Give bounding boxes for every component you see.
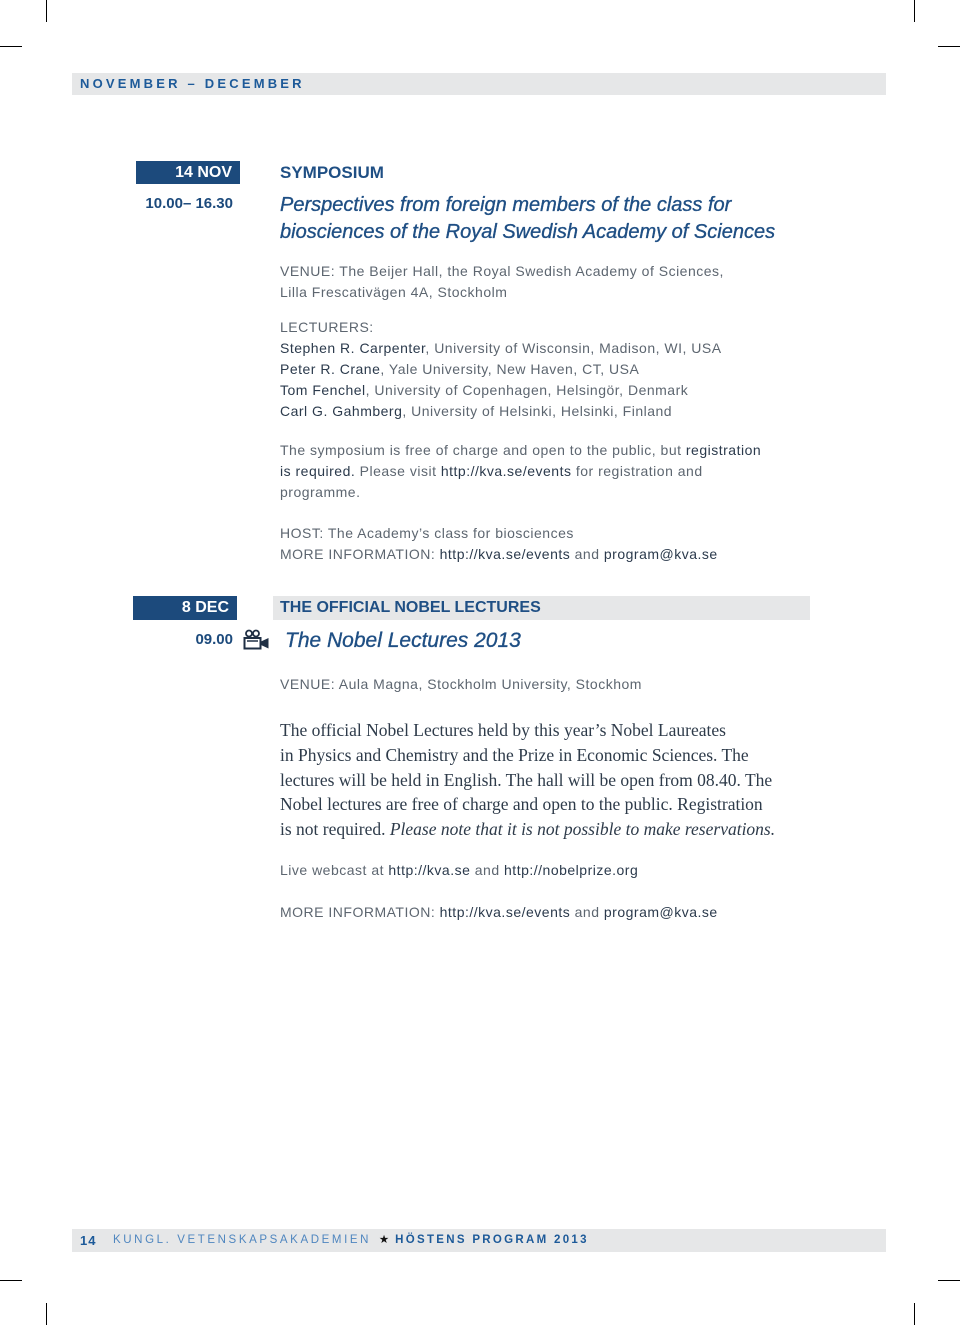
info-emphasis: is required. xyxy=(280,463,356,479)
more-info-label: MORE INFORMATION: xyxy=(280,904,436,920)
description-note: Please note that it is not possible to make reservations. xyxy=(389,819,776,839)
event-category-bar xyxy=(273,596,810,620)
event-title-line: biosciences of the Royal Swedish Academy of Sciences xyxy=(280,221,776,243)
lecturer-name: Carl G. Gahmberg xyxy=(280,403,403,419)
event-description xyxy=(280,718,775,842)
more-info-email: program@kva.se xyxy=(603,904,718,920)
lecturer-affiliation: , University of Copenhagen, Helsingör, Denmark xyxy=(365,382,689,398)
description-line: Nobel lectures are free of charge and open to the public. Registration xyxy=(280,794,763,815)
webcast-text: Live webcast at xyxy=(280,862,384,878)
event-info-paragraph xyxy=(280,440,761,503)
page-number: 14 xyxy=(80,1233,97,1248)
crop-mark-bottom-right-h xyxy=(938,1280,960,1281)
video-camera-icon xyxy=(243,629,270,651)
webcast-line xyxy=(280,860,638,881)
info-line xyxy=(280,440,761,461)
info-text: The symposium is free of charge and open to the public, but xyxy=(280,442,682,458)
event-date-badge: 8 DEC xyxy=(133,596,237,620)
event-title-line: Perspectives from foreign members of the class for xyxy=(280,194,732,216)
description-line: in Physics and Chemistry and the Prize in Economic Sciences. The xyxy=(280,744,749,765)
description-line: lectures will be held in English. The hall will be open from 08.40. The xyxy=(280,769,773,790)
lecturer-name: Tom Fenchel xyxy=(280,382,366,398)
crop-mark-bottom-left-v xyxy=(46,1303,47,1325)
crop-mark-top-left-v xyxy=(46,0,47,22)
info-emphasis: registration xyxy=(685,442,762,458)
more-info-line xyxy=(280,902,718,923)
info-link: http://kva.se/events xyxy=(440,463,572,479)
crop-mark-bottom-right-v xyxy=(914,1303,915,1325)
event-title: The Nobel Lectures 2013 xyxy=(285,629,521,652)
event-host-block xyxy=(280,523,718,565)
event-category: THE OFFICIAL NOBEL LECTURES xyxy=(280,599,541,616)
event-venue: VENUE: Aula Magna, Stockholm University, Stockhom xyxy=(280,676,642,692)
venue-line: Lilla Frescativägen 4A, Stockholm xyxy=(280,284,508,300)
crop-mark-top-left-h xyxy=(0,46,22,47)
event-host: HOST: The Academy’s class for biosciences xyxy=(280,525,574,541)
more-info-line xyxy=(280,544,718,565)
crop-mark-top-right-h xyxy=(938,46,960,47)
crop-mark-top-right-v xyxy=(914,0,915,22)
event-category: SYMPOSIUM xyxy=(280,163,384,182)
lecturer-item xyxy=(280,401,722,422)
event-time: 10.00– 16.30 xyxy=(145,195,233,212)
section-header-bar xyxy=(72,73,886,95)
lecturers-label: LECTURERS: xyxy=(280,319,374,335)
lecturer-item xyxy=(280,338,722,359)
lecturer-affiliation: , Yale University, New Haven, CT, USA xyxy=(380,361,640,377)
footer-program: HÖSTENS PROGRAM 2013 xyxy=(395,1234,589,1246)
description-line: The official Nobel Lectures held by this year’s Nobel Laureates xyxy=(280,720,726,740)
event-date-badge: 14 NOV xyxy=(136,161,240,184)
description-line xyxy=(280,817,775,842)
lecturer-name: Stephen R. Carpenter xyxy=(280,340,426,356)
venue-line: VENUE: The Beijer Hall, the Royal Swedish Academy of Sciences, xyxy=(280,263,724,279)
info-line xyxy=(280,482,761,503)
webcast-link: http://kva.se xyxy=(388,862,471,878)
lecturer-item xyxy=(280,359,722,380)
event-title xyxy=(280,192,775,246)
lecturer-affiliation: , University of Wisconsin, Madison, WI, USA xyxy=(425,340,722,356)
lecturer-name: Peter R. Crane xyxy=(280,361,381,377)
lecturer-item xyxy=(280,380,722,401)
info-line xyxy=(280,461,761,482)
lecturer-affiliation: , University of Helsinki, Helsinki, Finland xyxy=(402,403,673,419)
more-info-conj: and xyxy=(574,546,600,562)
star-icon: ★ xyxy=(378,1234,390,1246)
footer-publisher: KUNGL. VETENSKAPSAKADEMIEN xyxy=(113,1234,372,1246)
more-info-email: program@kva.se xyxy=(603,546,718,562)
webcast-conj: and xyxy=(474,862,500,878)
page-footer xyxy=(72,1229,886,1252)
webcast-link: http://nobelprize.org xyxy=(504,862,639,878)
description-text: is not required. xyxy=(280,819,386,839)
lecturers-list xyxy=(280,317,722,422)
more-info-link: http://kva.se/events xyxy=(439,546,571,562)
more-info-conj: and xyxy=(574,904,600,920)
info-text: programme. xyxy=(280,484,361,500)
info-text: Please visit xyxy=(359,463,437,479)
more-info-link: http://kva.se/events xyxy=(439,904,571,920)
section-header-title: NOVEMBER – DECEMBER xyxy=(80,76,305,91)
info-text: for registration and xyxy=(575,463,703,479)
footer-publication xyxy=(113,1229,589,1252)
event-venue xyxy=(280,261,724,303)
crop-mark-bottom-left-h xyxy=(0,1280,22,1281)
event-time: 09.00 xyxy=(195,631,233,648)
more-info-label: MORE INFORMATION: xyxy=(280,546,436,562)
